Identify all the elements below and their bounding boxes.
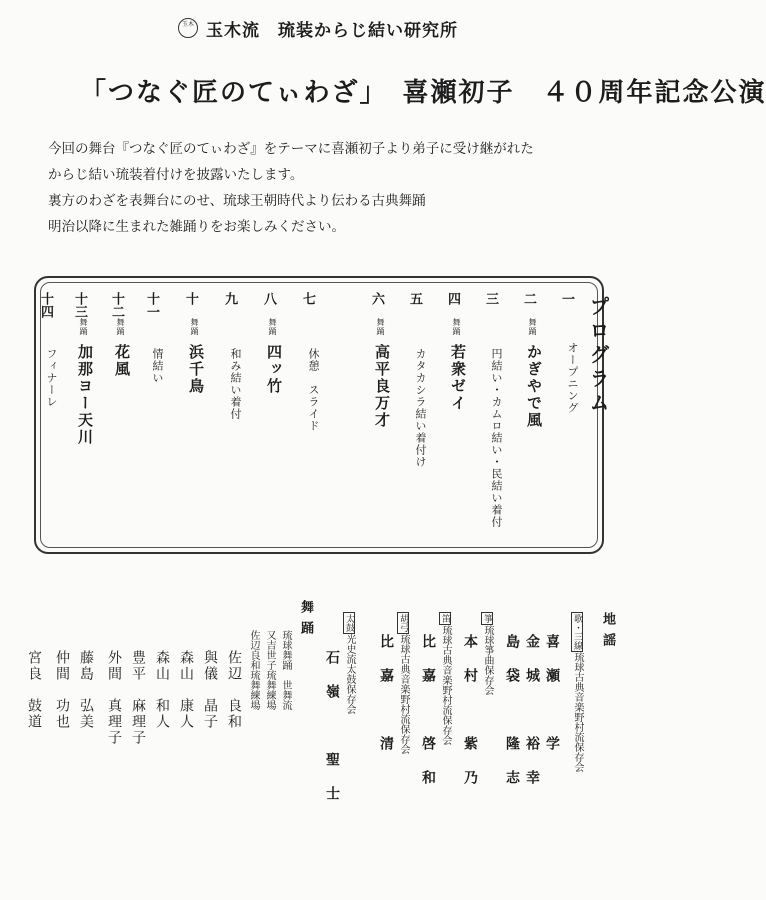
program-number: 十 <box>183 292 198 305</box>
program-item <box>259 292 285 395</box>
organization-name: 玉木流 琉装からじ結い研究所 <box>206 21 458 41</box>
dancer-name: 森山 和人 <box>154 650 170 730</box>
program-number: 三 <box>483 292 498 305</box>
musician-name: 比嘉 清 <box>378 634 394 770</box>
dancer-name: 與儀 晶子 <box>202 650 218 730</box>
program-item <box>142 292 168 384</box>
program-piece-name: 高平良万才 <box>373 344 391 429</box>
program-item <box>405 292 431 468</box>
organization-seal-icon: 玉木 <box>178 18 198 38</box>
program-number: 八 <box>261 292 276 305</box>
program-description: 和み結い着付 <box>229 348 242 420</box>
buyo-org: 佐辺良和琉舞練場 <box>248 630 259 710</box>
dancer-name: 森山 康人 <box>178 650 194 730</box>
program-item <box>481 292 507 528</box>
dancer-name: 藤島 弘美 <box>78 650 94 730</box>
group-tag: 胡弓 <box>398 614 408 632</box>
group-tag: 歌・三線 <box>572 614 582 650</box>
group-org <box>480 612 495 695</box>
group-org <box>570 612 585 772</box>
program-number: 九 <box>222 292 237 305</box>
program-item <box>443 292 469 412</box>
program-piece-name: 加那ヨー天川 <box>76 344 94 446</box>
musician-name: 島袋 隆志 <box>504 634 520 804</box>
program-item <box>367 292 393 429</box>
program-description: 円結い・カムロ結い・民結い着付 <box>490 348 503 528</box>
program-number: 十一 <box>144 292 159 318</box>
group-org-name: 光史流太鼓保存会 <box>344 634 355 714</box>
program-category: 舞踊 <box>268 318 277 336</box>
program-description: オープニング <box>566 342 579 414</box>
group-org-name: 琉球箏曲保存会 <box>482 625 493 695</box>
musician-name: 喜瀬 学 <box>544 634 560 770</box>
group-org <box>438 612 453 745</box>
musician-name: 金城 裕幸 <box>524 634 540 804</box>
program-description: カタカシラ結い着付け <box>414 348 427 468</box>
musician-name: 比嘉 啓和 <box>420 634 436 804</box>
program-number: 十三 <box>72 292 87 318</box>
group-org-name: 琉球古典音楽野村流保存会 <box>572 652 583 772</box>
program-piece-name: 若衆ゼイ <box>449 344 467 412</box>
group-tag: 太鼓 <box>344 614 354 632</box>
program-number: 一 <box>559 292 574 305</box>
program-number: 四 <box>445 292 460 305</box>
buyo-header: 舞踊 <box>298 600 313 642</box>
program-number: 十二 <box>109 292 124 318</box>
intro-line: からじ結い琉装着付けを披露いたします。 <box>48 167 304 183</box>
intro-line: 明治以降に生まれた雑踊りをお楽しみください。 <box>48 219 345 235</box>
group-org <box>342 612 357 714</box>
musician-name: 本村 紫乃 <box>462 634 478 804</box>
program-piece-name: 浜千鳥 <box>187 344 205 395</box>
program-item <box>107 292 133 378</box>
program-category: 舞踊 <box>528 318 537 336</box>
program-item <box>70 292 96 446</box>
group-org-name: 琉球古典音楽野村流保存会 <box>440 625 451 745</box>
program-piece-name: 四ッ竹 <box>265 344 283 395</box>
buyo-org: 又吉世子琉舞練場 <box>264 630 275 710</box>
header <box>0 0 635 60</box>
program-number: 五 <box>407 292 422 305</box>
page-title: 「つなぐ匠のてぃわざ」 喜瀬初子 ４０周年記念公演 <box>80 78 766 108</box>
program-item <box>557 292 583 414</box>
program-category: 舞踊 <box>452 318 461 336</box>
program-category: 舞踊 <box>190 318 199 336</box>
program-description: 休憩 スライド <box>307 348 320 432</box>
program-piece-name: 花風 <box>113 344 131 378</box>
program-item <box>298 292 324 432</box>
dancer-name: 外間 真理子 <box>106 650 122 746</box>
group-org <box>396 612 411 754</box>
intro-text <box>48 136 534 240</box>
program-description: 情結い <box>151 348 164 384</box>
musician-name: 石嶺 聖士 <box>324 650 340 820</box>
program-category: 舞踊 <box>116 318 125 336</box>
jiutai-header: 地謡 <box>600 612 615 654</box>
program-number: 十四 <box>38 292 53 318</box>
program-number: 七 <box>300 292 315 305</box>
program-item <box>519 292 545 429</box>
intro-line: 裏方のわざを表舞台にのせ、琉球王朝時代より伝わる古典舞踊 <box>48 193 426 209</box>
intro-line: 今回の舞台『つなぐ匠のてぃわざ』をテーマに喜瀬初子より弟子に受け継がれた <box>48 141 534 157</box>
group-tag: 箏 <box>482 614 492 623</box>
buyo-org: 琉球舞踊 世舞流 <box>280 630 291 710</box>
program-category: 舞踊 <box>79 318 88 336</box>
program-item <box>181 292 207 395</box>
dancer-name: 佐辺 良和 <box>226 650 242 730</box>
dancer-name: 豊平 麻理子 <box>130 650 146 746</box>
program-title: プログラム <box>586 296 610 416</box>
program-category: 舞踊 <box>376 318 385 336</box>
program-number: 二 <box>521 292 536 305</box>
program-item <box>220 292 246 420</box>
program-description: フィナーレ <box>45 348 58 408</box>
dancer-name: 仲間 功也 <box>54 650 70 730</box>
program-number: 六 <box>369 292 384 305</box>
group-org-name: 琉球古典音楽野村流保存会 <box>398 634 409 754</box>
group-tag: 笛 <box>440 614 450 623</box>
program-item <box>36 292 62 408</box>
program-piece-name: かぎやで風 <box>525 344 543 429</box>
dancer-name: 宮良 鼓道 <box>26 650 42 730</box>
